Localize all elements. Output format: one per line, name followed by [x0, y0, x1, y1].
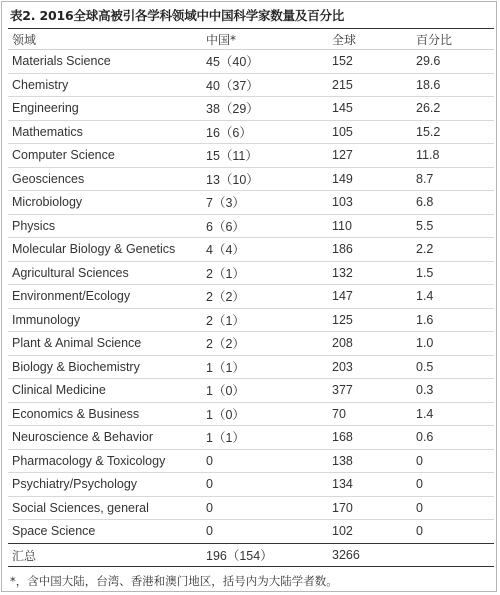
percent-cell: 18.6 [416, 77, 441, 92]
field-cell: Biology & Biochemistry [12, 359, 140, 374]
table-row [8, 332, 494, 356]
percent-cell: 6.8 [416, 195, 434, 210]
global-cell: 105 [332, 124, 353, 139]
table-row [8, 191, 494, 215]
table-row [8, 450, 494, 474]
percent-cell: 1.6 [416, 312, 434, 327]
total-row [8, 543, 494, 567]
global-cell: 134 [332, 477, 353, 492]
table-row [8, 168, 494, 192]
global-cell: 203 [332, 359, 353, 374]
table-row [8, 144, 494, 168]
percent-cell: 0.6 [416, 430, 434, 445]
table-row [8, 520, 494, 544]
percent-cell: 0 [416, 500, 423, 515]
china-cell: 38（29） [206, 102, 259, 117]
table-title: 表2. 2016全球高被引各学科领域中中国科学家数量及百分比 [10, 8, 345, 23]
global-cell: 377 [332, 383, 353, 398]
percent-cell: 15.2 [416, 124, 441, 139]
china-cell: 40（37） [206, 78, 259, 93]
global-cell: 125 [332, 312, 353, 327]
china-cell: 6（6） [206, 219, 245, 234]
field-cell: Materials Science [12, 54, 111, 69]
percent-cell: 5.5 [416, 218, 434, 233]
percent-cell: 11.8 [416, 148, 440, 163]
field-cell: Social Sciences, general [12, 500, 149, 515]
field-cell: Neuroscience & Behavior [12, 430, 154, 445]
table-header [8, 28, 494, 50]
table-row [8, 356, 494, 380]
header-percent: 百分比 [416, 32, 453, 47]
table-row [8, 121, 494, 145]
china-cell: 15（11） [206, 149, 258, 164]
global-cell: 103 [332, 195, 353, 210]
field-cell: Pharmacology & Toxicology [12, 453, 166, 468]
field-cell: Environment/Ecology [12, 289, 131, 304]
china-cell: 2（2） [206, 290, 245, 305]
table-row [8, 74, 494, 98]
global-cell: 152 [332, 54, 353, 69]
table-row [8, 285, 494, 309]
global-cell: 170 [332, 500, 353, 515]
china-cell: 13（10） [206, 172, 259, 187]
china-cell: 2（1） [206, 313, 245, 328]
field-cell: Mathematics [12, 124, 83, 139]
global-cell: 208 [332, 336, 353, 351]
percent-cell: 0 [416, 524, 423, 539]
global-cell: 70 [332, 406, 346, 421]
global-cell: 147 [332, 289, 353, 304]
china-cell: 1（1） [206, 431, 245, 446]
global-cell: 215 [332, 77, 353, 92]
table-row [8, 473, 494, 497]
percent-cell: 26.2 [416, 101, 441, 116]
field-cell: Computer Science [12, 148, 115, 163]
table-row [8, 215, 494, 239]
header-field: 领域 [12, 32, 37, 47]
field-cell: Economics & Business [12, 406, 140, 421]
table-row [8, 50, 494, 74]
global-cell: 149 [332, 171, 353, 186]
global-cell: 102 [332, 524, 353, 539]
global-cell: 132 [332, 265, 353, 280]
percent-cell: 0 [416, 453, 423, 468]
global-cell: 168 [332, 430, 353, 445]
percent-cell: 0.3 [416, 383, 434, 398]
field-cell: Engineering [12, 101, 79, 116]
china-cell: 2（1） [206, 266, 245, 281]
china-cell: 7（3） [206, 196, 245, 211]
field-cell: Physics [12, 218, 56, 233]
china-cell: 4（4） [206, 243, 245, 258]
global-cell: 145 [332, 101, 353, 116]
field-cell: Immunology [12, 312, 81, 327]
table-row [8, 497, 494, 521]
field-cell: Geosciences [12, 171, 85, 186]
percent-cell: 0.5 [416, 359, 434, 374]
total-china: 196（154） [206, 549, 273, 563]
china-cell: 0 [206, 453, 213, 468]
field-cell: Chemistry [12, 77, 69, 92]
percent-cell: 8.7 [416, 171, 434, 186]
table-row [8, 426, 494, 450]
percent-cell: 2.2 [416, 242, 434, 257]
china-cell: 0 [206, 477, 213, 492]
total-global: 3266 [332, 548, 360, 562]
china-cell: 0 [206, 500, 213, 515]
field-cell: Microbiology [12, 195, 83, 210]
percent-cell: 0 [416, 477, 423, 492]
percent-cell: 29.6 [416, 54, 441, 69]
percent-cell: 1.4 [416, 289, 434, 304]
china-cell: 0 [206, 524, 213, 539]
field-cell: Agricultural Sciences [12, 265, 129, 280]
field-cell: Molecular Biology & Genetics [12, 242, 176, 257]
table-row [8, 379, 494, 403]
global-cell: 138 [332, 453, 353, 468]
field-cell: Clinical Medicine [12, 383, 106, 398]
global-cell: 186 [332, 242, 353, 257]
percent-cell: 1.4 [416, 406, 434, 421]
table-row [8, 309, 494, 333]
china-cell: 16（6） [206, 125, 252, 140]
table-row [8, 262, 494, 286]
table-body [8, 50, 494, 544]
table-panel [1, 1, 497, 592]
global-cell: 127 [332, 148, 353, 163]
china-cell: 45（40） [206, 55, 259, 70]
percent-cell: 1.5 [416, 265, 434, 280]
footnote: *，含中国大陆，台湾、香港和澳门地区，括号内为大陆学者数。 [10, 574, 338, 588]
china-cell: 1（1） [206, 360, 245, 375]
total-label: 汇总 [12, 548, 37, 563]
table-row [8, 238, 494, 262]
field-cell: Psychiatry/Psychology [12, 477, 138, 492]
china-cell: 1（0） [206, 384, 245, 399]
field-cell: Plant & Animal Science [12, 336, 142, 351]
header-global: 全球 [332, 32, 357, 47]
china-cell: 2（2） [206, 337, 245, 352]
global-cell: 110 [332, 218, 352, 233]
china-cell: 1（0） [206, 407, 245, 422]
table-row [8, 97, 494, 121]
header-china: 中国* [206, 32, 237, 47]
field-cell: Space Science [12, 524, 96, 539]
table-row [8, 403, 494, 427]
percent-cell: 1.0 [416, 336, 434, 351]
